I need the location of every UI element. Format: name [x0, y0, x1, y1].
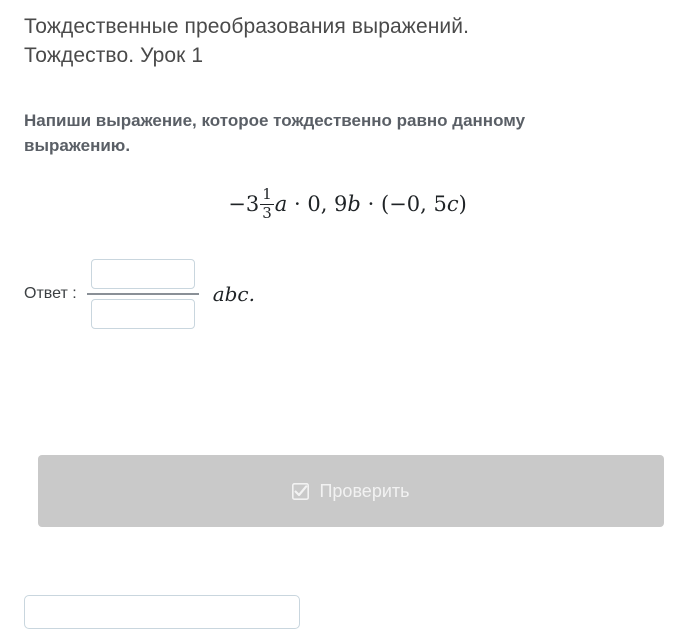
expression-dot-1: ·: [293, 191, 301, 216]
math-expression: [24, 185, 671, 223]
expression-paren-close: ): [458, 191, 467, 216]
check-button-label: Проверить: [319, 480, 410, 501]
answer-fraction: [87, 259, 199, 329]
check-button[interactable]: [38, 455, 664, 527]
answer-denominator-input[interactable]: [91, 299, 195, 329]
mixed-number: [245, 185, 275, 223]
expression-var-a: a: [274, 191, 288, 216]
expression-whole: 3: [245, 191, 260, 216]
answer-variables: abc.: [212, 281, 255, 306]
expression-factor-c: −0, 5: [389, 191, 447, 216]
check-square-icon: [292, 483, 309, 500]
expression-var-c: c: [446, 191, 459, 216]
expression-paren-open: (: [380, 191, 390, 216]
expression-dot-2: ·: [367, 191, 375, 216]
fraction-numerator: 1: [262, 185, 272, 203]
expression-factor-b: 0, 9: [307, 191, 348, 216]
page-title: Тождественные преобразования выражений. Тождество. Урок 1: [24, 15, 470, 67]
task-prompt: Напиши выражение, которое тождественно равно данному выражению.: [24, 111, 526, 155]
answer-row: [24, 259, 671, 329]
fraction-denominator: 3: [262, 203, 272, 222]
expression-var-b: b: [347, 191, 361, 216]
expression-minus: −: [228, 191, 246, 216]
answer-fraction-bar: [87, 293, 199, 295]
answer-numerator-input[interactable]: [91, 259, 195, 289]
answer-label: Ответ :: [24, 284, 77, 302]
bottom-text-field[interactable]: [24, 595, 300, 629]
fraction-one-third: [260, 187, 274, 222]
